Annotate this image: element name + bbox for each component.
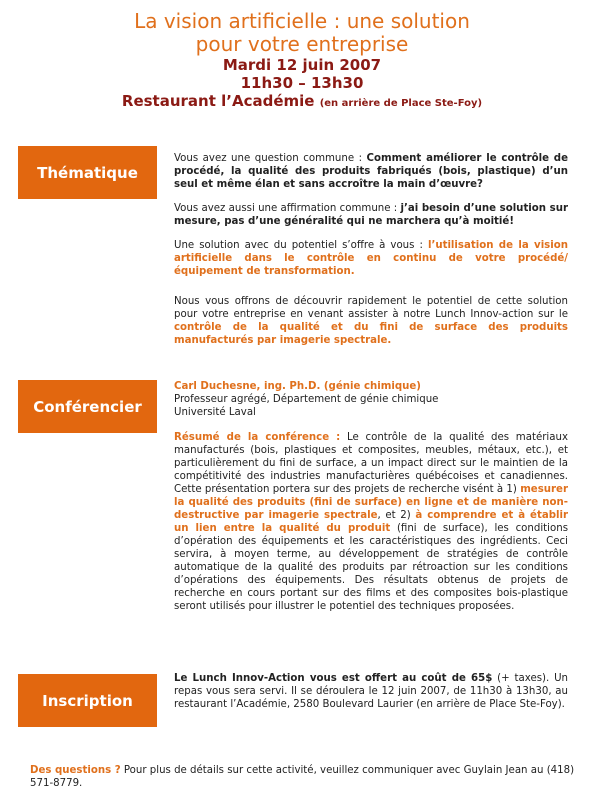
p4-orange: contrôle de la qualité et du fini de surface des produits manufacturés par imagerie spectrale.	[174, 322, 568, 346]
inscription-paragraph	[174, 672, 568, 711]
p3-orange: l’utilisation de la vision artificielle dans le contrôle en continu de votre procédé/ équipement de transformation.	[174, 240, 568, 277]
section-label-conferencier: Conférencier	[18, 380, 157, 433]
venue-name: Restaurant l’Académie	[121, 92, 315, 110]
summary-part-1: Le contrôle de la qualité des matériaux manufacturés (bois, plastiques et composites, meubles, métaux, etc.), et particulièrement du fini de surface, a un impact direct sur le maintien de la compétitivité des industries manufacturières québécoises et canadiennes. Cette présentation portera sur des projets de recherche visént à 1)	[174, 432, 568, 495]
p1-bold: Comment améliorer le contrôle de procédé, la qualité des produits fabriqués (bois, plastique) d’un seul et même élan et sans accroître la main d’œuvre?	[174, 153, 569, 190]
speaker-role: Professeur agrégé, Département de génie chimique	[174, 394, 439, 405]
event-header	[0, 10, 604, 113]
thematique-paragraph-2	[174, 202, 568, 228]
p4-prefix: Nous vous offrons de découvrir rapidement le potentiel de cette solution pour votre entreprise en venant assister à notre Lunch Innov-action sur le	[174, 296, 568, 320]
p2-bold: j’ai besoin d’une solution sur mesure, pas d’une généralité qui ne marchera qu’à moitié!	[174, 203, 568, 227]
section-label-inscription: Inscription	[18, 674, 157, 727]
speaker-block	[174, 380, 568, 419]
thematique-paragraph-4	[174, 295, 568, 347]
speaker-university: Université Laval	[174, 407, 256, 418]
event-title-line2: pour votre entreprise	[195, 32, 409, 56]
p2-prefix: Vous avez aussi une affirmation commune :	[174, 203, 401, 214]
summary-label: Résumé de la conférence :	[174, 432, 341, 443]
thematique-content	[174, 152, 568, 358]
summary-part-3: (fini de surface), les conditions d’opération des équipements et les caractéristiques des ingrédients. Ceci servira, à moyen terme, au développement de stratégies de contrôle automatique de la qualité des produits par rétroaction sur les conditions d’opérations des équipements. Des résultats obtenus de projets de recherche en cours portant sur des films et des composites bois-plastique seront utilisés pour illustrer le potentiel des techniques proposées.	[174, 523, 568, 612]
summary-highlight-2: à comprendre et à établir un lien entre la qualité du produit	[174, 510, 569, 534]
speaker-name: Carl Duchesne, ing. Ph.D. (génie chimique)	[174, 381, 421, 392]
event-time: 11h30 – 13h30	[240, 74, 364, 92]
p3-prefix: Une solution avec du potentiel s’offre à vous :	[174, 240, 428, 251]
p1-prefix: Vous avez une question commune :	[174, 153, 367, 164]
conference-summary	[174, 431, 568, 613]
event-title-line1: La vision artificielle : une solution	[134, 9, 470, 33]
event-venue	[0, 92, 604, 113]
contact-text: Pour plus de détails sur cette activité, veuillez communiquer avec Guylain Jean au (418) 571-8779.	[30, 765, 575, 789]
summary-part-2: , et 2)	[377, 510, 416, 521]
inscription-price: Le Lunch Innov-Action vous est offert au coût de 65$	[174, 673, 493, 684]
summary-highlight-1: mesurer la qualité des produits (fini de surface) en ligne et de manière non-destructive par imagerie spectrale	[174, 484, 568, 521]
contact-footer	[30, 764, 580, 790]
conferencier-content	[174, 380, 568, 624]
thematique-paragraph-1	[174, 152, 568, 191]
thematique-paragraph-3	[174, 239, 568, 278]
questions-label: Des questions ?	[30, 765, 121, 776]
inscription-details: (+ taxes). Un repas vous sera servi. Il se déroulera le 12 juin 2007, de 11h30 à 13h30, au restaurant l’Académie, 2580 Boulevard Laurier (en arrière de Place Ste-Foy).	[174, 673, 568, 710]
inscription-content	[174, 672, 568, 722]
section-label-thematique: Thématique	[18, 146, 157, 199]
venue-note: (en arrière de Place Ste-Foy)	[319, 98, 483, 109]
event-date: Mardi 12 juin 2007	[222, 56, 382, 74]
